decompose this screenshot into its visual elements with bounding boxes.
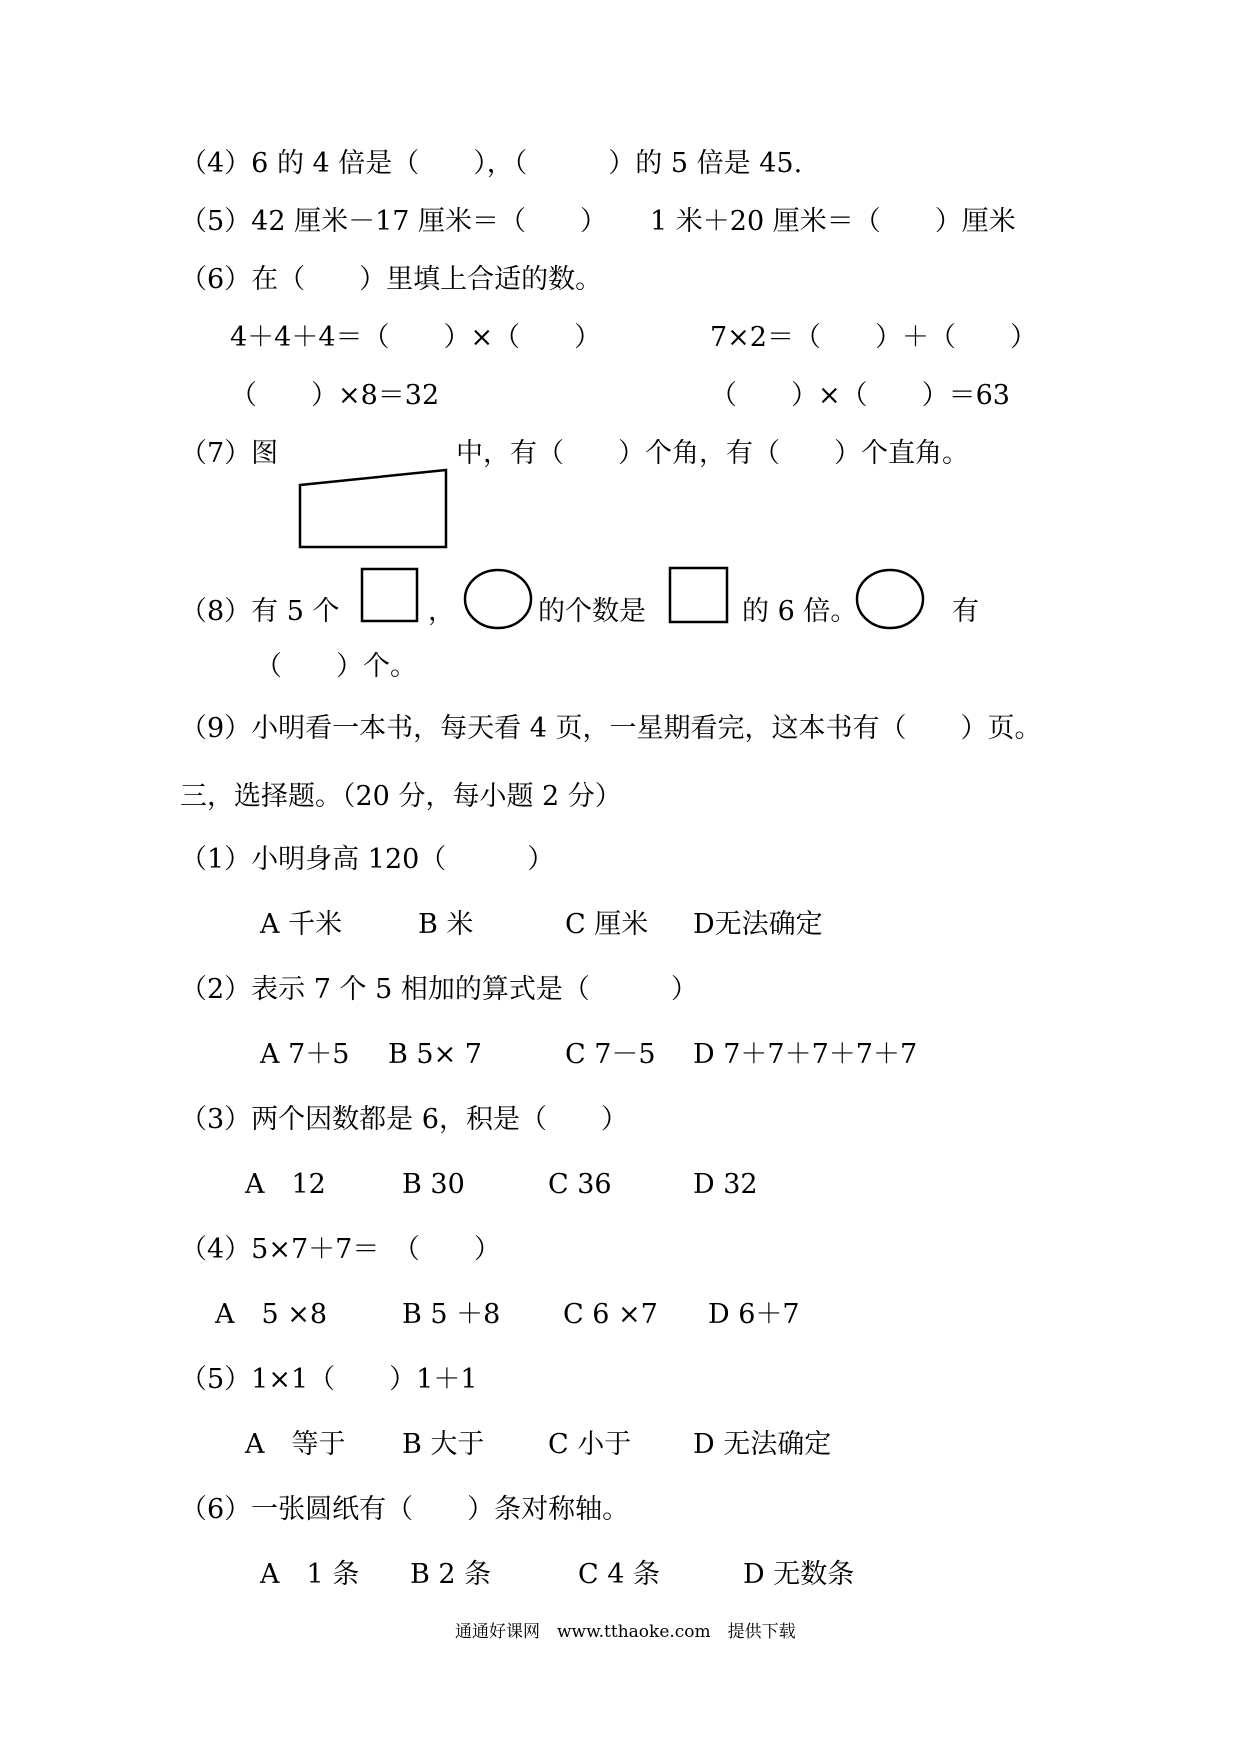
- question-7-suffix: 中，有（ ）个角，有（ ）个直角。: [456, 438, 969, 469]
- choice-4-option-c: C 6 ×7: [563, 1299, 658, 1330]
- choice-5-option-a: A 等于: [245, 1429, 346, 1460]
- square-icon: [360, 567, 420, 625]
- circle-icon: [854, 567, 926, 631]
- choice-3-option-c: C 36: [548, 1169, 612, 1200]
- choice-6-option-a: A 1 条: [260, 1559, 360, 1590]
- choice-6-option-b: B 2 条: [410, 1559, 492, 1590]
- question-6-line2-b: （ ）×（ ）＝63: [710, 380, 1010, 411]
- question-5-part-a: （5）42 厘米－17 厘米＝（ ）: [180, 206, 608, 237]
- question-8-prefix: （8）有 5 个: [180, 596, 340, 627]
- choice-3-option-b: B 30: [402, 1169, 465, 1200]
- question-7-prefix: （7）图: [180, 438, 279, 469]
- question-4: （4）6 的 4 倍是（ ），（ ）的 5 倍是 45.: [180, 148, 803, 179]
- choice-2-option-a: A 7＋5: [260, 1039, 350, 1070]
- choice-question-2: （2）表示 7 个 5 相加的算式是（ ）: [180, 974, 698, 1005]
- choice-2-option-c: C 7－5: [565, 1039, 656, 1070]
- choice-question-5: （5）1×1（ ）1＋1: [180, 1364, 478, 1395]
- question-6: （6）在（ ）里填上合适的数。: [180, 264, 603, 295]
- choice-6-option-d: D 无数条: [743, 1559, 855, 1590]
- question-5-part-b: 1 米＋20 厘米＝（ ）厘米: [650, 206, 1016, 237]
- choice-5-option-c: C 小于: [548, 1429, 632, 1460]
- question-9: （9）小明看一本书，每天看 4 页，一星期看完，这本书有（ ）页。: [180, 713, 1042, 744]
- quadrilateral-figure: [296, 468, 450, 550]
- question-8-mid: 的个数是: [538, 596, 646, 627]
- choice-1-option-a: A 千米: [260, 909, 343, 940]
- choice-5-option-b: B 大于: [402, 1429, 485, 1460]
- section-3-heading: 三，选择题。（20 分，每小题 2 分）: [180, 781, 622, 812]
- choice-question-1: （1）小明身高 120（ ）: [180, 844, 555, 875]
- choice-4-option-a: A 5 ×8: [215, 1299, 328, 1330]
- choice-2-option-b: B 5× 7: [388, 1039, 482, 1070]
- choice-5-option-d: D 无法确定: [693, 1429, 832, 1460]
- choice-6-option-c: C 4 条: [578, 1559, 661, 1590]
- choice-3-option-a: A 12: [245, 1169, 326, 1200]
- question-8-line2: （ ）个。: [255, 651, 417, 682]
- question-8-times: 的 6 倍。: [742, 596, 858, 627]
- choice-1-option-c: C 厘米: [565, 909, 649, 940]
- square-icon: [668, 566, 730, 626]
- question-6-line1-b: 7×2＝（ ）＋（ ）: [710, 322, 1037, 353]
- circle-icon: [462, 567, 534, 631]
- question-8-have: 有: [952, 596, 979, 627]
- choice-1-option-b: B 米: [418, 909, 474, 940]
- question-6-line1-a: 4＋4＋4＝（ ）×（ ）: [230, 322, 602, 353]
- question-6-line2-a: （ ）×8＝32: [230, 380, 440, 411]
- choice-question-6: （6）一张圆纸有（ ）条对称轴。: [180, 1494, 630, 1525]
- choice-question-4: （4）5×7＋7＝ （ ）: [180, 1234, 501, 1265]
- choice-1-option-d: D无法确定: [693, 909, 823, 940]
- choice-3-option-d: D 32: [693, 1169, 758, 1200]
- question-8-comma: ，: [428, 596, 455, 627]
- choice-4-option-b: B 5 ＋8: [402, 1299, 501, 1330]
- choice-2-option-d: D 7＋7＋7＋7＋7: [693, 1039, 918, 1070]
- choice-4-option-d: D 6＋7: [708, 1299, 800, 1330]
- page-footer: 通通好课网 www.tthaoke.com 提供下载: [455, 1622, 796, 1642]
- choice-question-3: （3）两个因数都是 6，积是（ ）: [180, 1104, 628, 1135]
